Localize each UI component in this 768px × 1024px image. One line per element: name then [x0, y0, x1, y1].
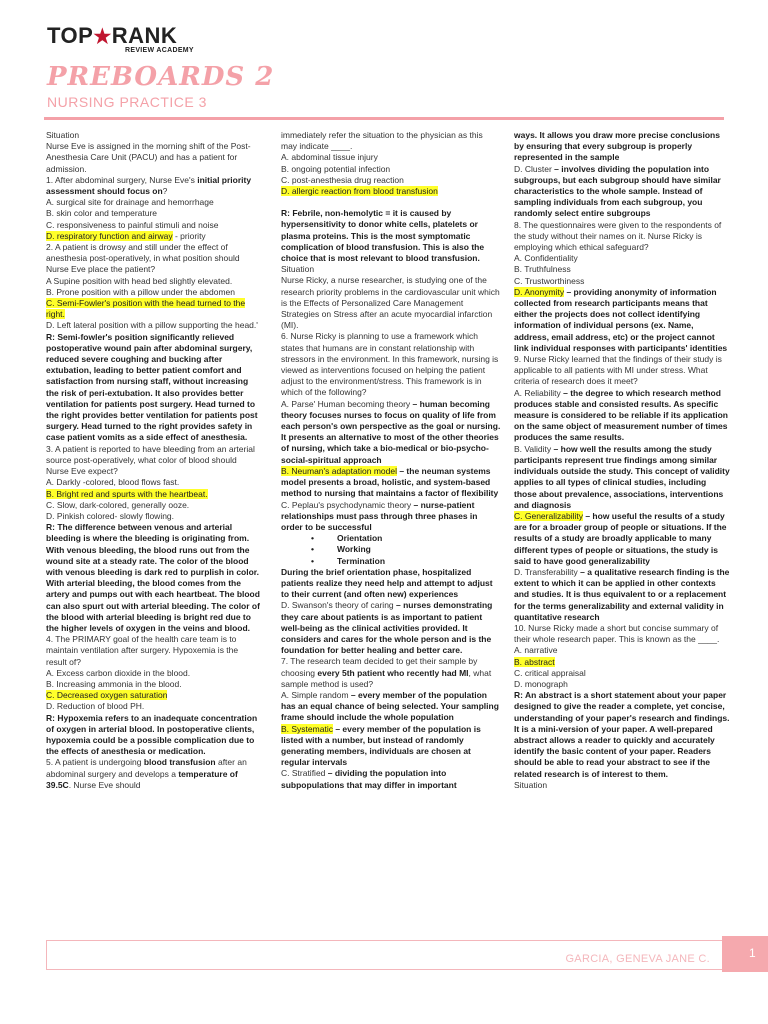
option: A. Parse' Human becoming theory – human becoming theory focuses nurses to focus on quality of life from each person's own perspective as the goal or nursing. It presents an alternative to most of the other theories of nursing, which take a bio-medical or bio-psycho-social-spiritual approach — [281, 398, 501, 465]
text-line: Situation — [46, 130, 80, 140]
option: B. skin color and temperature — [46, 208, 158, 219]
answer-option: C. Generalizability – how useful the results of a study are for a broader group of people or situations. If the results of a study are broadly applicable to many different types of people or situations, the study is said to have good generalizability — [514, 510, 727, 566]
text-line: Nurse Ricky, a nurse researcher, is studying one of the research priority problems in the cardiovascular unit which is the Effects of Personalized Care Management Strategies on Stress after an acute myocardial infarction (MI). — [281, 275, 500, 331]
logo-subtext: REVIEW ACADEMY — [125, 47, 194, 54]
text-line: Nurse Eve is assigned in the morning shift of the Post-Anesthesia Care Unit (PACU) and has a patient for admission. — [46, 141, 251, 174]
option: D. Pinkish colored- slowly flowing. — [46, 510, 175, 521]
option: D. Left lateral position with a pillow supporting the head.' — [46, 320, 258, 331]
question-7: 7. The research team decided to get their sample by choosing every 5th patient who recently had MI, what sample method is used? — [281, 656, 492, 689]
content-columns — [46, 130, 730, 905]
answer-option: C. Semi-Fowler's position with the head turned to the right. — [46, 298, 246, 320]
option: A. surgical site for drainage and hemorrhage — [46, 197, 214, 208]
question-1: 1. After abdominal surgery, Nurse Eve's initial priority assessment should focus on? — [46, 174, 252, 197]
option: A. Excess carbon dioxide in the blood. — [46, 667, 191, 678]
document-subtitle: NURSING PRACTICE 3 — [47, 94, 207, 110]
rationale: R: Semi-fowler's position significantly relieved postoperative wound pain after abdominal surgery, reduced severe coughing and bucking after extubation, leading to better patient comfort and satisfaction from nursing staff, without increasing the risk of peri-extubation. It also provides better ventilation for patients post surgery. Head turned to the right provides better ventilation for patients post surgery. Head turned to the right provides safety in case patient vomits as a side effect of anesthesia. — [46, 331, 258, 443]
question-4: 4. The PRIMARY goal of the health care team is to maintain ventilation after surgery. Hypoxemia is the result of? — [46, 634, 239, 667]
rationale: R: Febrile, non-hemolytic = it is caused by hypersensitivity to donor white cells, platelets or plasma proteins. This is the most symptomatic complication of blood transfusion. This is also the choice that is most relevant to blood transfusion. — [281, 208, 485, 264]
answer-option: B. Systematic – every member of the population is listed with a number, but instead of randomly generating members, individuals are chosen at regular intervals — [281, 723, 481, 768]
option: D. monograph — [514, 678, 568, 689]
answer-option: D. allergic reaction from blood transfusion — [281, 186, 438, 197]
option: C. Stratified – dividing the population into subpopulations that may differ in important — [281, 768, 457, 790]
option: B. Validity – how well the results among the study participants represent true findings among similar individuals outside the study. This concept of validity applies to all types of clinical studies, including those about prevalence, associations, interventions and diagnosis — [514, 443, 730, 510]
option: C. critical appraisal — [514, 667, 586, 678]
page-number: 1 — [749, 946, 756, 960]
text-line: immediately refer the situation to the physician as this may indicate ____. — [281, 130, 483, 152]
answer-option: B. Bright red and spurts with the heartbeat. — [46, 488, 208, 499]
option: C. Peplau's psychodynamic theory – nurse-patient relationships must pass through three phases in order to be successful — [281, 499, 478, 532]
option: C. Slow, dark-colored, generally ooze. — [46, 499, 190, 510]
option: B. Prone position with a pillow under the abdomen — [46, 286, 236, 297]
answer-option: B. Neuman's adaptation model – the neuman systems model presents a broad, holistic, and system-based method to nursing that maintains a factor of flexibility — [281, 465, 499, 499]
question-8: 8. The questionnaires were given to the respondents of the study without their names on it. Nurse Ricky is employing which ethical safeguard? — [514, 219, 722, 253]
star-icon: ★ — [93, 26, 112, 48]
column-3 — [514, 130, 730, 791]
option: D. Cluster – involves dividing the population into subgroups, but each subgroup should have similar characteristics to the whole sample. Instead of sampling individuals from each subgroup, you randomly select entire subgroups — [514, 163, 721, 219]
footer — [46, 940, 722, 970]
rationale: R: Hypoxemia refers to an inadequate concentration of oxygen in arterial blood. In postoperative clients, hypoxemia could be a possible complication due to the effects of anesthesia or medication. — [46, 712, 258, 757]
option: B. Increasing ammonia in the blood. — [46, 678, 182, 689]
option: D. Transferability – a qualitative research finding is the extent to which it can be applied in other contexts and studies. It is thus equivalent to or a replacement for the terms generalizability and external validity in quantitative research — [514, 566, 730, 622]
document-title: PREBOARDS 2 — [47, 62, 275, 92]
option: C. Trustworthiness — [514, 275, 585, 286]
column-1 — [46, 130, 260, 791]
option: D. Reduction of blood PH. — [46, 701, 145, 712]
page-number-tab — [722, 936, 768, 972]
logo-wordmark: TOP★RANK — [47, 23, 178, 48]
answer-option: D. respiratory function and airway - priority — [46, 230, 206, 241]
author-name: GARCIA, GENEVA JANE C. — [565, 953, 710, 965]
text-line: ways. It allows you draw more precise conclusions by ensuring that every subgroup is properly represented in the sample — [514, 130, 720, 163]
list-item: • Orientation — [311, 533, 501, 544]
option: D. Swanson's theory of caring – nurses demonstrating they care about patients is as important to patient well-being as the clinical activities provided. It considers and cares for the whole person and is the foundation for better healing and better care. — [281, 600, 493, 656]
question-3: 3. A patient is reported to have bleeding from an arterial source post-operatively, what color of blood should Nurse Eve expect? — [46, 443, 255, 477]
text-line: Situation — [514, 779, 548, 790]
answer-option: D. Anonymity – providing anonymity of information collected from research participants means that either the projects does not collect identifying information of individual persons (ex. Name, address, email address, etc) or the project cannot link individual responses with participants' identities — [514, 286, 728, 353]
text-line: Situation — [281, 264, 315, 275]
question-2: 2. A patient is drowsy and still under the effect of anesthesia post-operatively, in what position should Nurse Eve place the patient? — [46, 242, 240, 275]
answer-option: B. abstract — [514, 656, 555, 667]
option: B. ongoing potential infection — [281, 163, 391, 174]
header-divider — [44, 117, 724, 120]
option: A. Reliability – the degree to which research method produces stable and consisted results. As specific measure is considered to be reliable if its application on the same object of measurement number of times produces the same results. — [514, 387, 728, 443]
option: A. narrative — [514, 645, 558, 656]
option: C. responsiveness to painful stimuli and noise — [46, 219, 219, 230]
question-9: 9. Nurse Ricky learned that the findings of their study is applicable to all patients with MI under stress. What criteria of research does it meet? — [514, 354, 722, 387]
list-item: • Termination — [311, 556, 501, 567]
phase-list — [281, 533, 501, 567]
option: A Supine position with head bed slightly elevated. — [46, 275, 233, 286]
question-6: 6. Nurse Ricky is planning to use a framework which states that humans are in constant relationship with stressors in the environment. In this framework, nursing is viewed as interventions focused on helping the patient adjust to the environment/stress. This framework is in which of the following? — [281, 331, 499, 398]
spacer — [281, 197, 501, 208]
rationale: R: The difference between venous and arterial bleeding is where the bleeding is originating from. With venous bleeding, the blood runs out from the wound site at a steady rate. The color of the blood with venous bleeding is dark red to purplish in color. With arterial bleeding, the blood comes from the artery and pumps out with each heartbeat. The blood can also spurt out with arterial bleeding. The color of the blood with arterial bleeding is bright red due to the higher levels of oxygen in the veins and blood. — [46, 522, 260, 633]
question-5: 5. A patient is undergoing blood transfusion after an abdominal surgery and develops a temperature of 39.5C. Nurse Eve should — [46, 757, 247, 790]
option: C. post-anesthesia drug reaction — [281, 174, 404, 185]
option: A. abdominal tissue injury — [281, 152, 378, 163]
column-2 — [281, 130, 501, 791]
option: A. Darkly -colored, blood flows fast. — [46, 477, 180, 488]
option: A. Confidentiality — [514, 253, 578, 264]
list-item: • Working — [311, 544, 501, 555]
question-10: 10. Nurse Ricky made a short but concise summary of their whole research paper. This is known as the ____. — [514, 622, 720, 645]
rationale: R: An abstract is a short statement about your paper designed to give the reader a complete, yet concise, understanding of your paper's research and findings. It is a mini-version of your paper. A well-prepared abstract allows a reader to quickly and accurately identify the basic content of your paper. Readers should be able to read your abstract to see if the related research is of interest to them. — [514, 690, 730, 779]
option: B. Truthfulness — [514, 264, 571, 275]
brand-logo — [47, 25, 207, 59]
text-line: During the brief orientation phase, hospitalized patients realize they need help and attempt to adjust to their current (and often new) experiences — [281, 566, 493, 600]
option: A. Simple random – every member of the population has an equal chance of being selected. Your sampling frame should include the whole population — [281, 689, 499, 723]
answer-option: C. Decreased oxygen saturation — [46, 690, 168, 701]
